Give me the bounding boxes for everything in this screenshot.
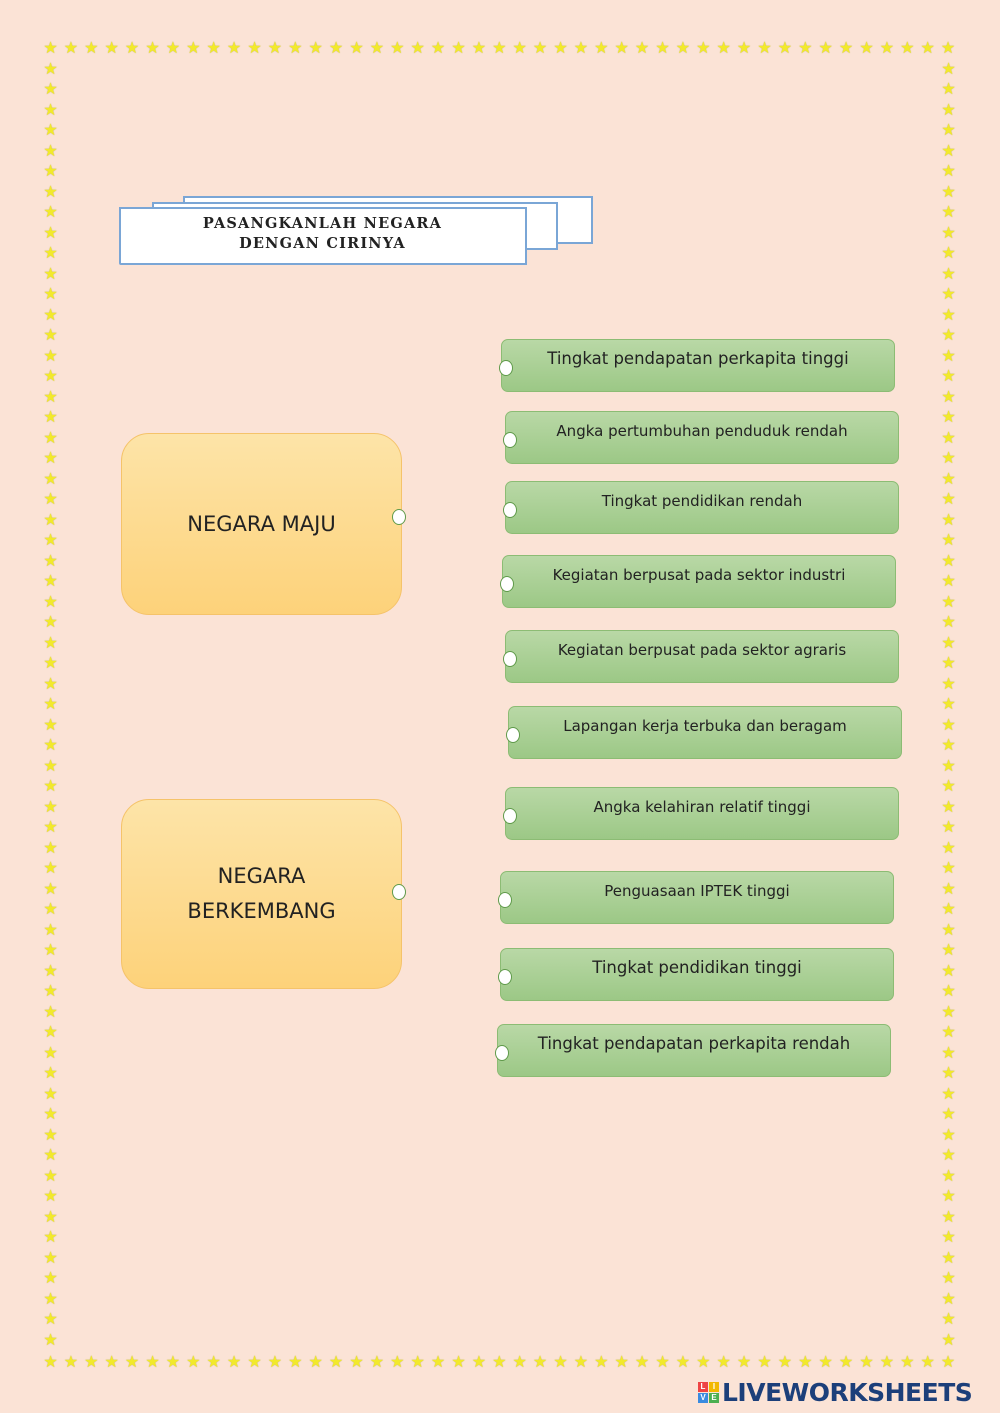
star-icon: ★ [941,1270,956,1287]
characteristic-item [502,555,896,608]
star-icon: ★ [43,1003,58,1021]
star-icon: ★ [940,1354,956,1371]
characteristic-label: Kegiatan berpusat pada sektor industri [552,566,846,584]
star-icon: ★ [390,40,405,57]
star-icon: ★ [43,347,58,365]
star-icon: ★ [43,655,58,672]
star-icon: ★ [941,1126,956,1144]
star-icon: ★ [941,614,956,631]
star-icon: ★ [226,40,242,57]
star-icon: ★ [941,306,956,324]
star-icon: ★ [941,1044,956,1062]
star-icon: ★ [43,1188,58,1205]
characteristic-item [497,1024,891,1077]
star-icon: ★ [43,1331,58,1349]
star-icon: ★ [941,429,956,447]
star-icon: ★ [43,1290,58,1308]
star-icon: ★ [941,962,956,980]
characteristic-item [505,787,899,840]
star-icon: ★ [206,1354,221,1371]
star-icon: ★ [43,1249,58,1267]
star-icon: ★ [941,1290,956,1308]
star-icon: ★ [941,696,956,713]
star-icon: ★ [206,40,221,57]
star-icon: ★ [369,40,385,57]
star-icon: ★ [43,204,58,221]
category-label-line-2: BERKEMBANG [187,899,336,923]
star-icon: ★ [328,40,344,57]
star-icon: ★ [675,40,691,57]
star-icon: ★ [941,368,956,385]
star-icon: ★ [655,40,670,57]
star-icon: ★ [43,470,58,488]
star-icon: ★ [492,1354,507,1371]
star-icon: ★ [941,142,956,160]
star-icon: ★ [879,1354,895,1371]
title-line-1: PASANGKANLAH NEGARA [202,215,443,232]
connector-dot-item[interactable] [506,727,520,743]
star-icon: ★ [308,1354,323,1371]
category-label-line-1: NEGARA [217,864,306,888]
star-icon: ★ [941,716,956,734]
star-icon: ★ [614,1354,629,1371]
star-icon: ★ [43,675,58,693]
star-icon: ★ [410,1354,425,1371]
star-icon: ★ [941,511,956,529]
star-icon: ★ [43,306,58,324]
star-icon: ★ [186,1354,201,1371]
characteristic-label: Angka kelahiran relatif tinggi [593,798,811,816]
star-icon: ★ [369,1354,385,1371]
star-icon: ★ [941,532,956,549]
star-icon: ★ [941,204,956,221]
star-icon: ★ [941,860,956,877]
star-icon: ★ [553,1354,568,1371]
star-icon: ★ [941,593,956,611]
star-icon: ★ [43,1354,58,1371]
characteristic-label: Tingkat pendapatan perkapita rendah [537,1034,851,1053]
connector-dot-item[interactable] [498,892,512,908]
star-icon: ★ [941,81,956,98]
star-icon: ★ [84,1354,99,1371]
star-icon: ★ [186,40,201,57]
star-icon: ★ [879,40,895,57]
star-icon: ★ [43,901,58,918]
characteristic-item [501,339,895,392]
star-icon: ★ [145,40,160,57]
star-icon: ★ [920,40,935,57]
star-icon: ★ [43,286,58,303]
star-icon: ★ [696,1354,711,1371]
star-icon: ★ [941,409,956,426]
star-icon: ★ [941,450,956,467]
star-icon: ★ [941,265,956,283]
characteristic-label: Tingkat pendapatan perkapita tinggi [547,349,849,368]
star-icon: ★ [124,1354,140,1371]
star-icon: ★ [104,1354,119,1371]
star-icon: ★ [941,1167,956,1185]
characteristic-label: Lapangan kerja terbuka dan beragam [563,717,847,735]
star-icon: ★ [941,1147,956,1164]
star-icon: ★ [941,1331,956,1349]
star-icon: ★ [43,101,58,119]
characteristic-label: Tingkat pendidikan tinggi [592,958,802,977]
star-icon: ★ [941,675,956,693]
star-icon: ★ [43,409,58,426]
star-icon: ★ [634,40,650,57]
logo-text: LIVEWORKSHEETS [722,1378,973,1407]
star-icon: ★ [573,40,589,57]
star-icon: ★ [43,819,58,836]
star-icon: ★ [43,388,58,406]
star-icon: ★ [43,368,58,385]
logo-letter: I [709,1382,719,1392]
star-icon: ★ [430,40,446,57]
star-icon: ★ [43,696,58,713]
star-icon: ★ [492,40,507,57]
star-icon: ★ [43,1044,58,1062]
star-icon: ★ [43,491,58,508]
star-icon: ★ [288,1354,303,1371]
star-icon: ★ [43,81,58,98]
star-icon: ★ [941,901,956,918]
star-icon: ★ [43,942,58,959]
star-icon: ★ [43,839,58,857]
star-icon: ★ [430,1354,446,1371]
category-negara-berkembang [121,799,402,989]
star-icon: ★ [941,942,956,959]
star-icon: ★ [941,921,956,939]
characteristic-item [505,411,899,464]
category-negara-maju [121,433,402,615]
connector-dot-negara-berkembang[interactable] [392,884,406,900]
star-icon: ★ [941,655,956,672]
star-icon: ★ [43,245,58,262]
star-icon: ★ [941,347,956,365]
title-line-2: DENGAN CIRINYA [239,235,406,252]
star-icon: ★ [553,40,568,57]
star-icon: ★ [859,40,874,57]
star-icon: ★ [777,1354,793,1371]
logo-icon [698,1382,719,1403]
category-label: NEGARA MAJU [187,511,336,536]
characteristic-item [505,481,899,534]
star-icon: ★ [410,40,425,57]
star-icon: ★ [43,1147,58,1164]
star-icon: ★ [941,839,956,857]
star-icon: ★ [43,265,58,283]
star-icon: ★ [838,1354,854,1371]
logo-letter: E [709,1393,719,1403]
star-icon: ★ [594,40,609,57]
star-icon: ★ [390,1354,405,1371]
star-icon: ★ [43,327,58,344]
connector-dot-item[interactable] [503,808,517,824]
star-icon: ★ [941,1065,956,1082]
characteristic-item [500,871,894,924]
star-icon: ★ [124,40,140,57]
star-icon: ★ [798,1354,813,1371]
star-icon: ★ [941,757,956,775]
star-icon: ★ [941,880,956,898]
star-icon: ★ [43,552,58,570]
star-icon: ★ [818,1354,833,1371]
star-icon: ★ [43,1167,58,1185]
star-icon: ★ [941,491,956,508]
connector-dot-item[interactable] [503,432,517,448]
star-icon: ★ [941,1188,956,1205]
star-icon: ★ [941,798,956,816]
star-icon: ★ [532,1354,548,1371]
star-icon: ★ [43,532,58,549]
star-icon: ★ [43,716,58,734]
characteristic-label: Angka pertumbuhan penduduk rendah [556,422,848,440]
star-icon: ★ [43,798,58,816]
star-icon: ★ [736,40,752,57]
star-icon: ★ [43,511,58,529]
characteristic-label: Kegiatan berpusat pada sektor agraris [557,641,847,659]
star-icon: ★ [145,1354,160,1371]
star-icon: ★ [43,634,58,652]
star-icon: ★ [165,40,181,57]
star-icon: ★ [838,40,854,57]
liveworksheets-logo [698,1378,972,1407]
star-icon: ★ [43,757,58,775]
star-icon: ★ [43,163,58,180]
star-icon: ★ [43,778,58,795]
star-icon: ★ [941,1024,956,1041]
star-icon: ★ [43,1270,58,1287]
star-icon: ★ [43,450,58,467]
star-icon: ★ [941,819,956,836]
star-icon: ★ [349,40,364,57]
star-icon: ★ [63,40,79,57]
star-icon: ★ [43,593,58,611]
star-icon: ★ [267,40,283,57]
characteristic-label: Tingkat pendidikan rendah [601,492,803,510]
star-icon: ★ [43,40,58,57]
star-icon: ★ [471,40,487,57]
connector-dot-item[interactable] [503,502,517,518]
star-icon: ★ [757,1354,772,1371]
characteristic-item [505,630,899,683]
star-icon: ★ [43,1085,58,1103]
connector-dot-negara-maju[interactable] [392,509,406,525]
star-icon: ★ [798,40,813,57]
star-icon: ★ [941,1106,956,1123]
star-icon: ★ [226,1354,242,1371]
star-icon: ★ [900,40,915,57]
star-icon: ★ [451,40,466,57]
characteristic-item [500,948,894,1001]
star-icon: ★ [43,921,58,939]
star-icon: ★ [941,388,956,406]
star-icon: ★ [941,1003,956,1021]
star-icon: ★ [941,183,956,201]
star-icon: ★ [43,60,58,78]
star-icon: ★ [43,983,58,1000]
star-icon: ★ [655,1354,670,1371]
star-icon: ★ [941,573,956,590]
characteristic-label: Penguasaan IPTEK tinggi [604,882,790,900]
star-icon: ★ [43,573,58,590]
star-icon: ★ [941,552,956,570]
star-icon: ★ [43,183,58,201]
star-icon: ★ [941,1249,956,1267]
star-icon: ★ [43,429,58,447]
star-icon: ★ [941,1208,956,1226]
star-icon: ★ [941,634,956,652]
star-icon: ★ [941,983,956,1000]
star-icon: ★ [471,1354,487,1371]
star-icon: ★ [941,122,956,139]
star-icon: ★ [941,245,956,262]
star-icon: ★ [43,1024,58,1041]
star-icon: ★ [941,163,956,180]
connector-dot-item[interactable] [503,651,517,667]
star-icon: ★ [328,1354,344,1371]
star-icon: ★ [43,1311,58,1328]
star-icon: ★ [941,778,956,795]
star-icon: ★ [43,880,58,898]
connector-dot-item[interactable] [498,969,512,985]
star-icon: ★ [818,40,833,57]
star-icon: ★ [940,40,956,57]
star-icon: ★ [512,40,527,57]
star-icon: ★ [573,1354,589,1371]
star-icon: ★ [247,1354,262,1371]
star-icon: ★ [63,1354,79,1371]
star-icon: ★ [43,614,58,631]
star-icon: ★ [267,1354,283,1371]
star-icon: ★ [614,40,629,57]
star-icon: ★ [777,40,793,57]
star-icon: ★ [43,737,58,754]
star-icon: ★ [716,1354,731,1371]
star-icon: ★ [941,224,956,242]
star-icon: ★ [512,1354,527,1371]
star-icon: ★ [43,860,58,877]
star-icon: ★ [859,1354,874,1371]
star-icon: ★ [43,1208,58,1226]
star-icon: ★ [941,60,956,78]
star-icon: ★ [288,40,303,57]
star-icon: ★ [941,101,956,119]
star-icon: ★ [308,40,323,57]
star-icon: ★ [941,737,956,754]
star-icon: ★ [43,1229,58,1246]
star-icon: ★ [84,40,99,57]
star-icon: ★ [43,122,58,139]
star-icon: ★ [736,1354,752,1371]
characteristic-item [508,706,902,759]
star-icon: ★ [900,1354,915,1371]
star-icon: ★ [941,470,956,488]
connector-dot-item[interactable] [499,360,513,376]
star-icon: ★ [675,1354,691,1371]
star-icon: ★ [941,327,956,344]
star-icon: ★ [634,1354,650,1371]
star-icon: ★ [165,1354,181,1371]
star-icon: ★ [43,224,58,242]
connector-dot-item[interactable] [495,1045,509,1061]
star-icon: ★ [104,40,119,57]
logo-letter: V [698,1393,708,1403]
star-icon: ★ [43,142,58,160]
star-icon: ★ [247,40,262,57]
star-icon: ★ [594,1354,609,1371]
page-title [120,208,525,260]
star-icon: ★ [451,1354,466,1371]
star-icon: ★ [532,40,548,57]
star-icon: ★ [941,1311,956,1328]
logo-letter: L [698,1382,708,1392]
star-icon: ★ [43,962,58,980]
star-icon: ★ [696,40,711,57]
star-icon: ★ [43,1106,58,1123]
star-icon: ★ [43,1126,58,1144]
connector-dot-item[interactable] [500,576,514,592]
star-icon: ★ [920,1354,935,1371]
star-icon: ★ [941,1229,956,1246]
star-icon: ★ [941,286,956,303]
star-icon: ★ [941,1085,956,1103]
star-icon: ★ [716,40,731,57]
star-icon: ★ [757,40,772,57]
star-icon: ★ [43,1065,58,1082]
star-icon: ★ [349,1354,364,1371]
